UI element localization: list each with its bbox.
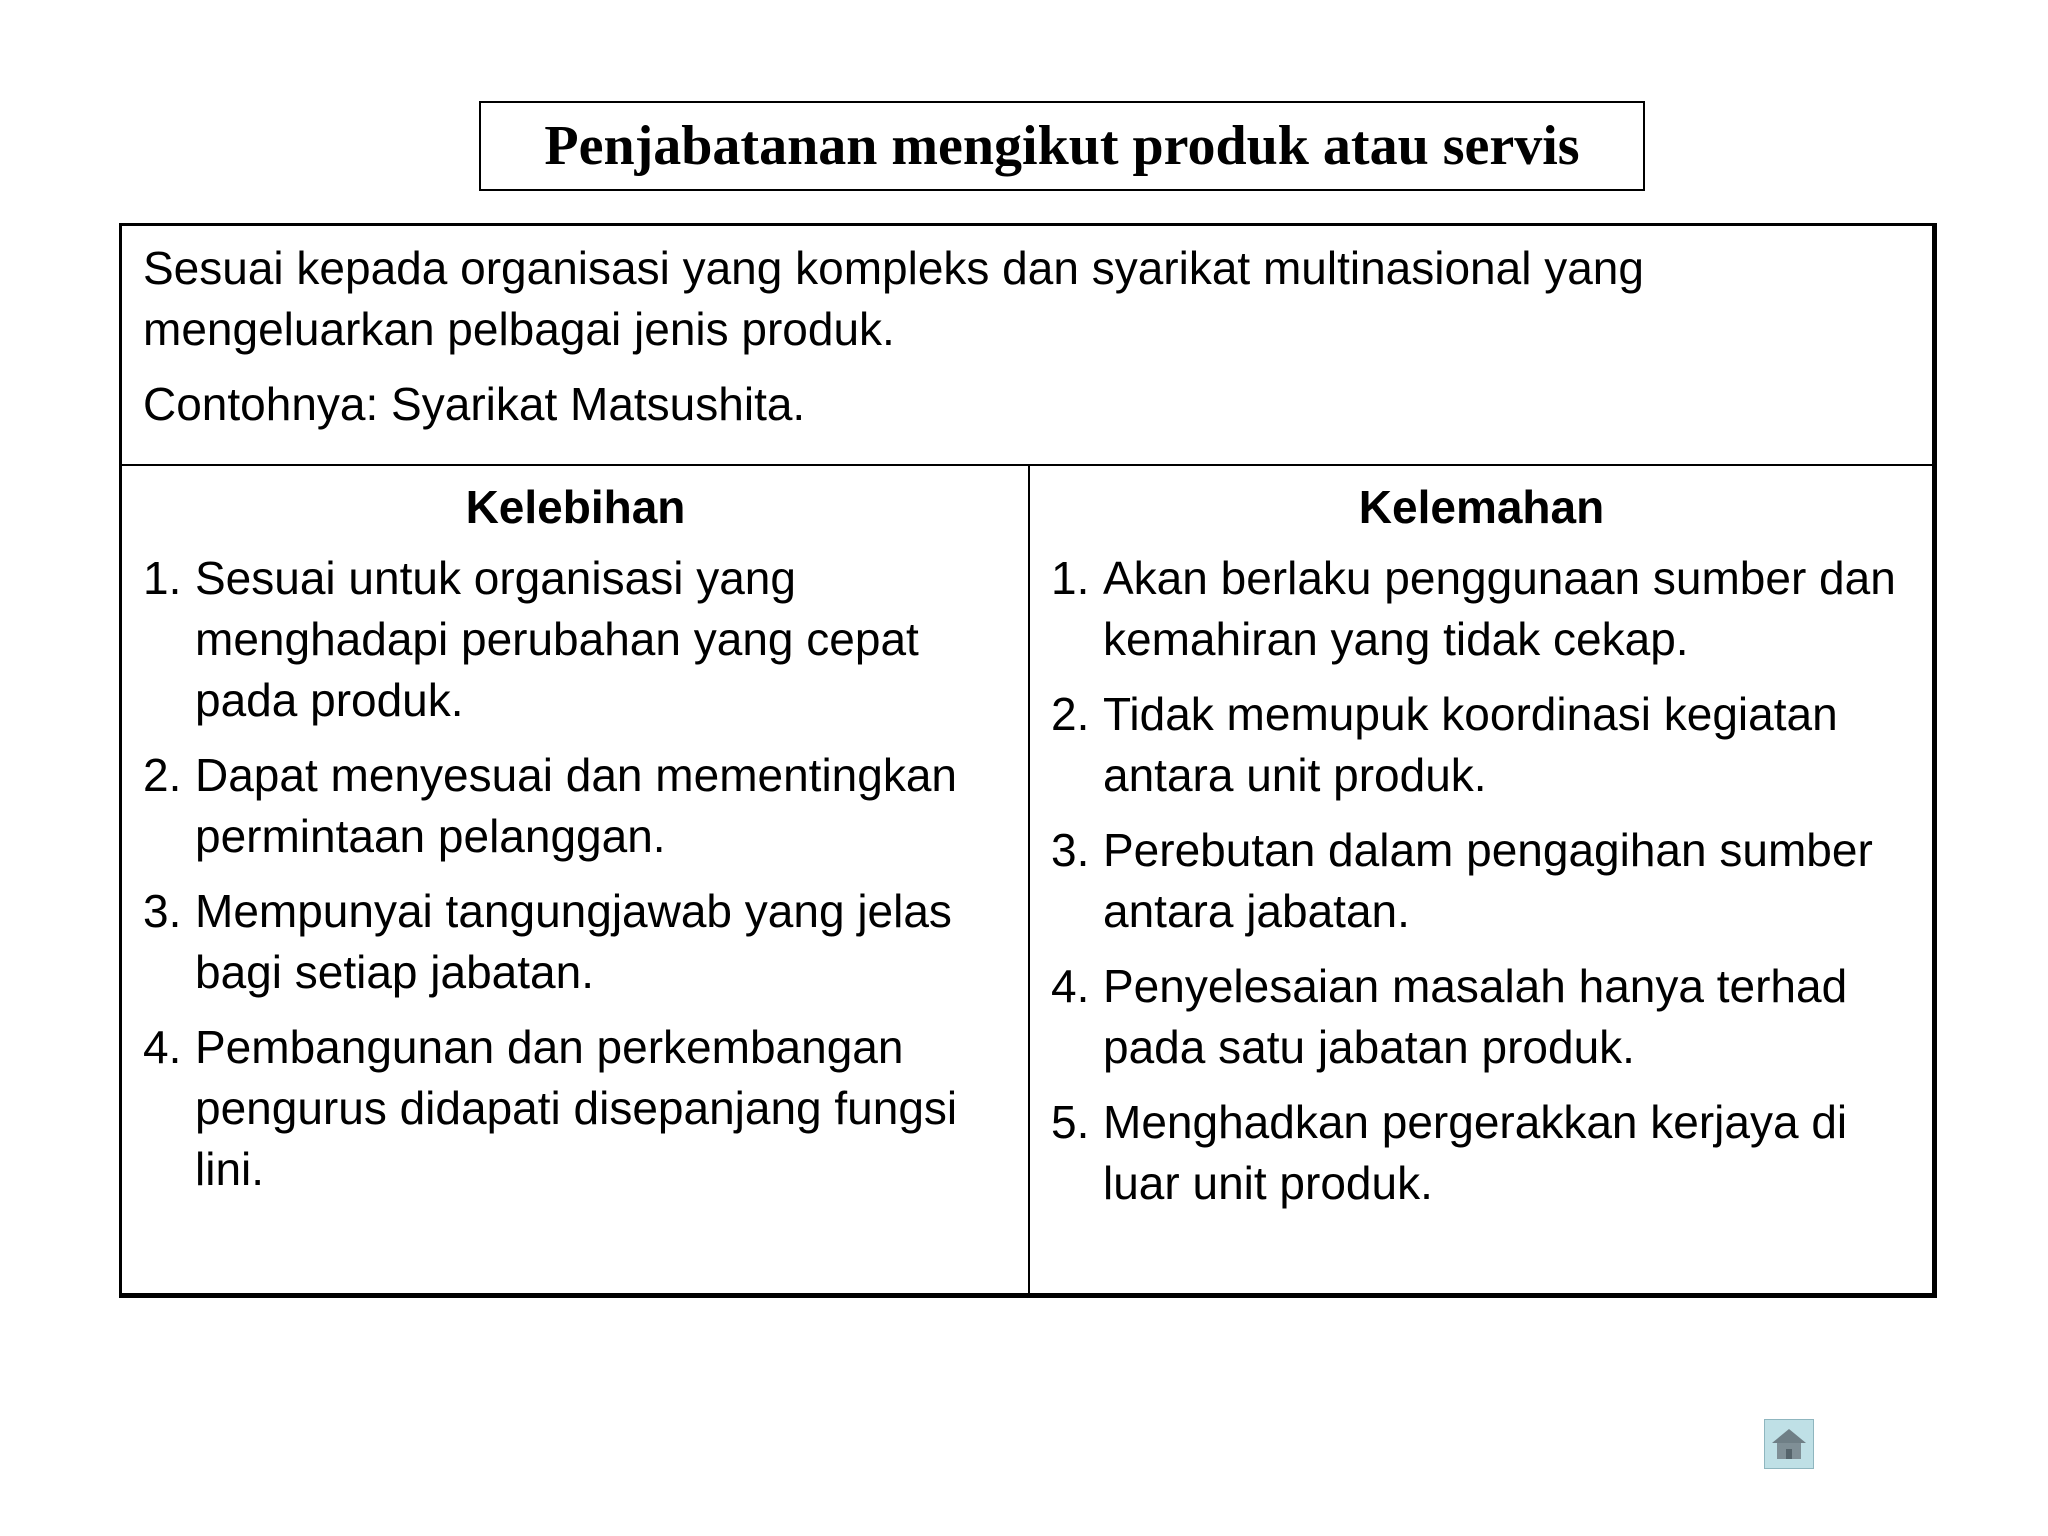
list-item-text: Sesuai untuk organisasi yang menghadapi perubahan yang cepat pada produk.	[195, 552, 919, 726]
disadvantages-column	[1030, 466, 1932, 1293]
home-button[interactable]	[1764, 1419, 1814, 1469]
list-item-text: Perebutan dalam pengagihan sumber antara jabatan.	[1103, 824, 1873, 937]
list-item-number: 3.	[1051, 824, 1090, 876]
disadvantages-list	[1051, 548, 1912, 1214]
page-title: Penjabatanan mengikut produk atau servis	[544, 115, 1580, 177]
description-example: Contohnya: Syarikat Matsushita.	[143, 378, 806, 430]
list-item-number: 1.	[143, 552, 182, 604]
list-item-number: 5.	[1051, 1096, 1090, 1148]
list-item	[1051, 956, 1912, 1078]
home-icon	[1769, 1426, 1809, 1462]
description-cell	[122, 226, 1932, 466]
title-box	[479, 101, 1645, 191]
list-item-number: 4.	[1051, 960, 1090, 1012]
list-item-text: Penyelesaian masalah hanya terhad pada satu jabatan produk.	[1103, 960, 1848, 1073]
list-item-number: 4.	[143, 1021, 182, 1073]
description-text: Sesuai kepada organisasi yang kompleks dan syarikat multinasional yang mengeluarkan pelbagai jenis produk.	[143, 242, 1644, 355]
list-item-text: Tidak memupuk koordinasi kegiatan antara unit produk.	[1103, 688, 1838, 801]
list-item-text: Pembangunan dan perkembangan pengurus didapati disepanjang fungsi lini.	[195, 1021, 958, 1195]
list-item	[143, 881, 1008, 1003]
content-table	[119, 223, 1937, 1298]
list-item	[143, 1017, 1008, 1200]
list-item	[1051, 684, 1912, 806]
list-item-number: 1.	[1051, 552, 1090, 604]
advantages-column	[122, 466, 1030, 1293]
disadvantages-heading: Kelemahan	[1358, 481, 1605, 533]
list-item-text: Mempunyai tangungjawab yang jelas bagi setiap jabatan.	[195, 885, 952, 998]
list-item-text: Dapat menyesuai dan mementingkan permintaan pelanggan.	[195, 749, 958, 862]
list-item	[143, 548, 1008, 731]
advantages-heading: Kelebihan	[465, 481, 686, 533]
advantages-list	[143, 548, 1008, 1200]
list-item	[1051, 548, 1912, 670]
list-item-text: Akan berlaku penggunaan sumber dan kemahiran yang tidak cekap.	[1103, 552, 1896, 665]
list-item-number: 2.	[143, 749, 182, 801]
list-item-number: 2.	[1051, 688, 1090, 740]
list-item-text: Menghadkan pergerakkan kerjaya di luar unit produk.	[1103, 1096, 1848, 1209]
list-item	[143, 745, 1008, 867]
list-item	[1051, 820, 1912, 942]
list-item	[1051, 1092, 1912, 1214]
list-item-number: 3.	[143, 885, 182, 937]
